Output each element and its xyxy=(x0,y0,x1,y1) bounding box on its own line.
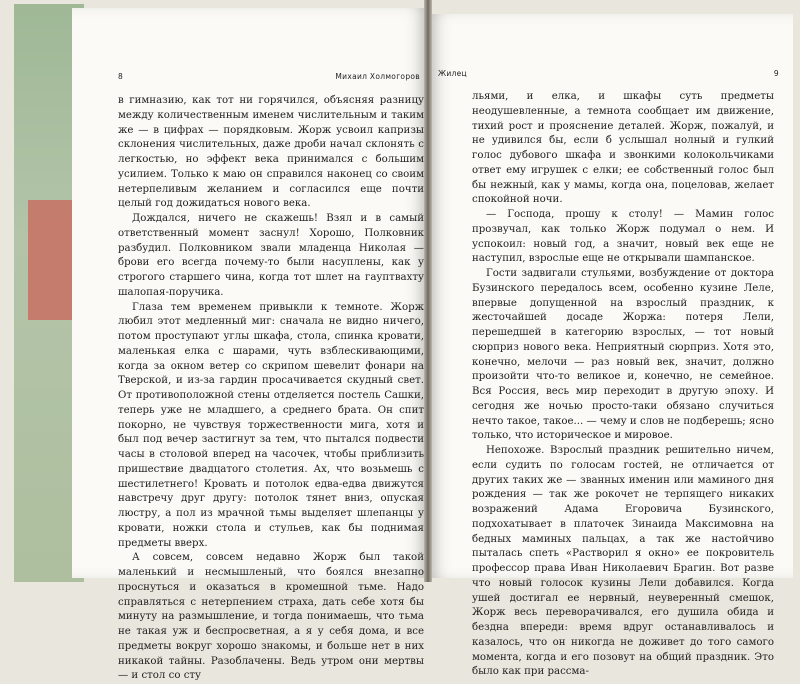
paragraph: льями, и елка, и шкафы суть предметы неодушевленные, а темнота сообщает им движение, тихий рост и прояснение деталей. Жорж, пожалуй, и не удивился бы, если б услышал нолный и гулкий голос дубового шкафа и звонкими колокольчиками ответ ему игрушек с елки; ее собственный голос был бы нежный, как у мамы, когда она, поцеловав, желает спокойной ночи. xyxy=(472,91,774,206)
right-page-text xyxy=(472,90,774,680)
running-head-right: Жилец xyxy=(438,69,467,78)
left-page xyxy=(72,8,428,682)
left-page-text xyxy=(118,94,424,684)
book-spine-gutter xyxy=(424,0,432,582)
paragraph: А совсем, совсем недавно Жорж был такой маленький и несмышленый, что боялся внезапно проснуться и оказаться в кромешной тьме. Надо справляться с нетерпением страха, дать себе хотя бы минуту на размышление, и тогда понимаешь, что тьма не такая уж и беспросветная, а я у себя дома, и все предметы вокруг хорошо знакомы, и больше нет в них никакой тайны. Разоблачены. Ведь утром они мертвы — и стол со сту xyxy=(118,552,424,682)
paragraph: Непохоже. Взрослый праздник решительно ничем, если судить по голосам гостей, не отличается от других таких же — званных именин или маминого дня рождения — так же рокочет не терпящего никаких возражений Адама Егоровича Бузинского, подхохатывает в платочек Зинаида Максимовна на бедных маминых пальцах, а так же настойчиво пыталась спеть «Растворил я окно» ее покровитель профессор права Иван Николаевич Брагин. Вот разве что новый голосок кузины Лели добавился. Когда ушей достигал ее нервный, неуверенный смешок, Жорж весь переворачивался, его душила обида и бездна впереди: время вдруг останавливалось и казалось, что он никогда не доживет до того самого момента, когда и его позовут на общий праздник. Это было как при рассма- xyxy=(472,445,774,678)
page-number-right: 9 xyxy=(773,69,779,78)
page-number-left: 8 xyxy=(118,72,124,81)
paragraph: Глаза тем временем привыкли к темноте. Жорж любил этот медленный миг: сначала не видно ничего, потом проступают углы шкафа, стола, спинка кровати, маленькая елка с шарами, чуть взблескивающими, когда за окном ветер со скрипом шевелит фонари на Тверской, и из-за гардин просачивается скудный свет. От противоположной стены отделяется постель Сашки, теперь уже не младшего, а среднего брата. Он спит покорно, не чувствуя торжественности мига, хотя и был под вечер застигнут за тем, что пытался подвести часы в столовой вперед на часочек, чтобы приблизить пришествие двадцатого столетия. Ах, что возьмешь с шестилетнего! Кровать и потолок едва-едва движутся навстречу друг другу: потолок тянет вниз, опуская люстру, а пол из мрачной тьмы выделяет шлепанцы у кровати, ножки стола и стульев, как бы поднимая предметы вверх. xyxy=(118,301,424,549)
paragraph: Гости задвигали стульями, возбуждение от доктора Бузинского передалось всем, особенно кузине Леле, впервые допущенной на взрослый праздник, к жесточайшей досаде Жоржа: потеря Лели, перешедшей в категорию взрослых, — тот новый сюрприз нового века. Неприятный сюрприз. Хотя это, конечно, мелочи — раз новый век, значит, должно произойти что-то великое и, конечно, не семейное. Вся Россия, весь мир переходит в другую эпоху. И сегодня же ночью просто-таки обязано случиться нечто такое, такое... — чему и слов не подберешь; ясно только, что историческое и мировое. xyxy=(472,268,774,442)
paragraph: Дождался, ничего не скажешь! Взял и в самый ответственный момент заснул! Хорошо, Полковник разбудил. Полковником звали младенца Николая — брови его всегда почему-то были насуплены, как у строгого старшего чина, когда тот шлет на гауптвахту шалопая-поручика. xyxy=(118,213,424,298)
right-page xyxy=(428,14,793,678)
paragraph: в гимназию, как тот ни горячился, объясняя разницу между количественным именем числительным и таким же — в цифрах — порядковым. Жорж усвоил капризы склонения числительных, даже дроби начал склонять с легкостью, но эффект века принимался с большим усилием. Только к маю он справился наконец со своим нетерпеливым желанием и согласился еще почти целый год дожидаться нового века. xyxy=(118,95,424,210)
paragraph: — Господа, прошу к столу! — Мамин голос прозвучал, как только Жорж подумал о нем. И успокоил: новый год, а значит, новый век еще не наступил, взрослые еще не открывали шампанское. xyxy=(472,209,774,265)
running-head-left: Михаил Холмогоров xyxy=(335,72,420,81)
